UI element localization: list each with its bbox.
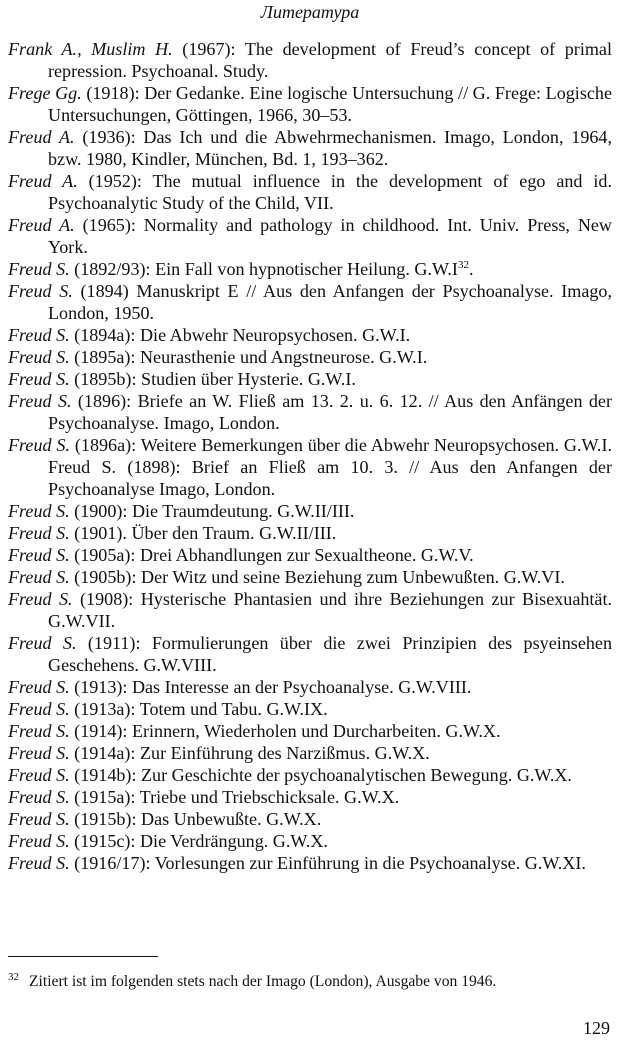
reference-text: (1894a): Die Abwehr Neuropsychosen. G.W.I.: [69, 325, 411, 345]
reference-author: Freud S.: [8, 853, 70, 873]
reference-author: Freud S.: [8, 589, 73, 609]
reference-text: (1914b): Zur Geschichte der psychoanalytischen Bewegung. G.W.X.: [69, 765, 572, 785]
reference-author: Freud S.: [8, 567, 70, 587]
reference-entry: [8, 676, 612, 698]
reference-author: Freud S.: [8, 523, 70, 543]
reference-entry: [8, 82, 612, 126]
reference-author: Freud S.: [8, 787, 70, 807]
footnote-marker: 32: [457, 259, 469, 271]
reference-text: (1913a): Totem und Tabu. G.W.IX.: [69, 699, 328, 719]
running-header: Литература: [260, 2, 360, 22]
reference-text: (1895a): Neurasthenie und Angstneurose. G.W.I.: [69, 347, 428, 367]
reference-text: (1916/17): Vorlesungen zur Einführung in die Psychoanalyse. G.W.XI.: [69, 853, 586, 873]
reference-text: (1914a): Zur Einführung des Narzißmus. G.W.X.: [69, 743, 430, 763]
reference-entry: [8, 698, 612, 720]
reference-text: (1905b): Der Witz und seine Beziehung zum Unbewußten. G.W.VI.: [69, 567, 565, 587]
reference-author: Freud S.: [8, 259, 70, 279]
reference-author: Freud S.: [8, 281, 73, 301]
reference-entry: [8, 170, 612, 214]
reference-author: Freud S.: [8, 677, 70, 697]
reference-text: (1915b): Das Unbewußte. G.W.X.: [69, 809, 322, 829]
reference-entry: [8, 852, 612, 874]
reference-text: (1911): Formulierungen über die zwei Prinzipien des psyeinsehen Geschehens. G.W.VIII.: [48, 633, 612, 675]
reference-text: (1896): Briefe an W. Fließ am 13. 2. u. 6. 12. // Aus den Anfängen der Psychoanalyse. Imago, London.: [48, 391, 612, 433]
reference-author: Freud S.: [8, 501, 70, 521]
reference-author: Freud S.: [8, 435, 70, 455]
reference-entry: [8, 214, 612, 258]
reference-text: (1915a): Triebe und Triebschicksale. G.W.X.: [69, 787, 400, 807]
reference-text: (1965): Normality and pathology in childhood. Int. Univ. Press, New York.: [48, 215, 612, 257]
reference-author: Freud S.: [8, 325, 70, 345]
reference-entry: [8, 808, 612, 830]
reference-text: (1967): The development of Freud’s concept of primal repression. Psychoanal. Study.: [48, 39, 612, 81]
reference-text: (1918): Der Gedanke. Eine logische Untersuchung // G. Frege: Logische Untersuchungen, Göttingen, 1966, 30–53.: [48, 83, 612, 125]
reference-list: [8, 38, 612, 874]
reference-author: Freud A.: [8, 215, 75, 235]
reference-text: (1913): Das Interesse an der Psychoanalyse. G.W.VIII.: [69, 677, 472, 697]
reference-entry: [8, 280, 612, 324]
reference-text: (1908): Hysterische Phantasien und ihre Beziehungen zur Bisexuahtät. G.W.VII.: [48, 589, 613, 631]
reference-entry: [8, 830, 612, 852]
reference-author: Frank A., Muslim H.: [8, 39, 173, 59]
reference-text: (1952): The mutual influence in the development of ego and id. Psychoanalytic Study of the Child, VII.: [48, 171, 612, 213]
reference-author: Freud S.: [8, 743, 70, 763]
reference-text: (1914): Erinnern, Wiederholen und Durcharbeiten. G.W.X.: [69, 721, 501, 741]
reference-text-tail: .: [468, 259, 474, 279]
reference-entry: [8, 368, 612, 390]
footnote-divider: [8, 956, 158, 957]
reference-text: (1894) Manuskript E // Aus den Anfangen der Psychoanalyse. Imago, London, 1950.: [48, 281, 612, 323]
reference-entry: [8, 588, 612, 632]
footnote-number: 32: [8, 971, 19, 983]
reference-entry: [8, 258, 612, 280]
reference-author: Freud S.: [8, 699, 70, 719]
reference-entry: [8, 786, 612, 808]
reference-entry: [8, 632, 612, 676]
reference-text: (1905a): Drei Abhandlungen zur Sexualtheone. G.W.V.: [69, 545, 474, 565]
reference-entry: [8, 346, 612, 368]
reference-text: (1892/93): Ein Fall von hypnotischer Heilung. G.W.I: [69, 259, 458, 279]
footnote-text: Zitiert ist im folgenden stets nach der Imago (London), Ausgabe von 1946.: [29, 973, 497, 990]
reference-author: Freud A.: [8, 127, 75, 147]
reference-entry: [8, 522, 612, 544]
reference-author: Freud S.: [8, 831, 70, 851]
reference-entry: [8, 126, 612, 170]
reference-text: (1901). Über den Traum. G.W.II/III.: [69, 523, 337, 543]
reference-entry: [8, 38, 612, 82]
reference-author: Freud S.: [8, 545, 70, 565]
reference-text: (1896a): Weitere Bemerkungen über die Abwehr Neuropsychosen. G.W.I. Freud S. (1898): Brief an Fließ am 10. 3. // Aus den Anfangen der Psychoanalyse Imago, London.: [48, 435, 612, 499]
reference-entry: [8, 764, 612, 786]
reference-author: Freud A.: [8, 171, 78, 191]
reference-author: Freud S.: [8, 369, 70, 389]
reference-author: Freud S.: [8, 391, 72, 411]
reference-text: (1900): Die Traumdeutung. G.W.II/III.: [69, 501, 355, 521]
reference-entry: [8, 742, 612, 764]
reference-author: Frege Gg.: [8, 83, 82, 103]
reference-entry: [8, 566, 612, 588]
reference-author: Freud S.: [8, 633, 77, 653]
reference-text: (1895b): Studien über Hysterie. G.W.I.: [69, 369, 356, 389]
reference-entry: [8, 544, 612, 566]
reference-entry: [8, 390, 612, 434]
reference-entry: [8, 434, 612, 500]
footnote: [8, 967, 618, 992]
reference-author: Freud S.: [8, 765, 70, 785]
reference-entry: [8, 720, 612, 742]
reference-author: Freud S.: [8, 721, 70, 741]
reference-entry: [8, 500, 612, 522]
reference-text: (1915c): Die Verdrängung. G.W.X.: [69, 831, 328, 851]
reference-entry: [8, 324, 612, 346]
reference-author: Freud S.: [8, 809, 70, 829]
reference-text: (1936): Das Ich und die Abwehrmechanismen. Imago, London, 1964, bzw. 1980, Kindler, München, Bd. 1, 193–362.: [48, 127, 612, 169]
reference-author: Freud S.: [8, 347, 70, 367]
page-number: 129: [583, 1018, 610, 1038]
